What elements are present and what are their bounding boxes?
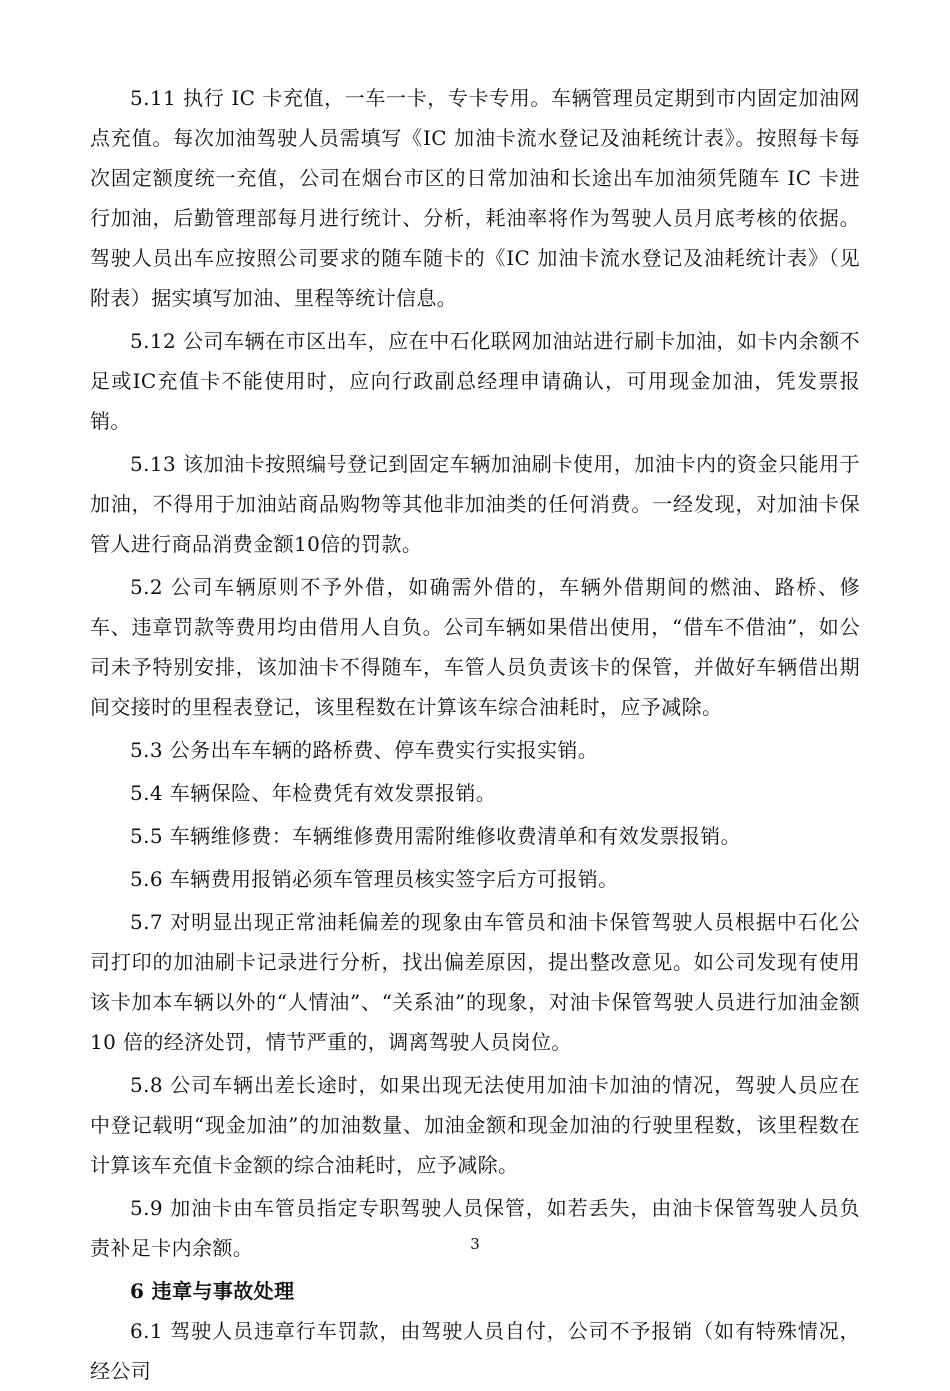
page-number: 3 (470, 1235, 480, 1253)
paragraph-5-3: 5.3 公务出车车辆的路桥费、停车费实行实报实销。 (130, 738, 599, 762)
page-body (90, 78, 860, 1391)
paragraph-5-9: 5.9 加油卡由车管员指定专职驾驶人员保管，如若丢失，由油卡保管驾驶人员负责补足卡内余额。 (90, 1196, 860, 1260)
paragraph-6-1: 6.1 驾驶人员违章行车罚款，由驾驶人员自付，公司不予报销（如有特殊情况，经公司 (90, 1319, 860, 1383)
paragraph-5-8: 5.8 公司车辆出差长途时，如果出现无法使用加油卡加油的情况，驾驶人员应在中登记载明“现金加油”的加油数量、加油金额和现金加油的行驶里程数，该里程数在计算该车充值卡金额的综合油耗时，应予减除。 (90, 1073, 860, 1177)
paragraph-5-13: 5.13 该加油卡按照编号登记到固定车辆加油刷卡使用，加油卡内的资金只能用于加油，不得用于加油站商品购物等其他非加油类的任何消费。一经发现，对加油卡保管人进行商品消费金额10倍的罚款。 (90, 452, 860, 556)
paragraph-5-6: 5.6 车辆费用报销必须车管理员核实签字后方可报销。 (130, 867, 619, 891)
paragraph-5-5: 5.5 车辆维修费：车辆维修费用需附维修收费清单和有效发票报销。 (130, 824, 741, 848)
paragraph-5-2: 5.2 公司车辆原则不予外借，如确需外借的，车辆外借期间的燃油、路桥、修车、违章罚款等费用均由借用人自负。公司车辆如果借出使用，“借车不借油”，如公司未予特别安排，该加油卡不得随车，车管人员负责该卡的保管，并做好车辆借出期间交接时的里程表登记，该里程数在计算该车综合油耗时，应予减除。 (90, 575, 860, 719)
paragraph-5-7: 5.7 对明显出现正常油耗偏差的现象由车管员和油卡保管驾驶人员根据中石化公司打印的加油刷卡记录进行分析，找出偏差原因，提出整改意见。如公司发现有使用该卡加本车辆以外的“人情油”、“关系油”的现象，对油卡保管驾驶人员进行加油金额 10 倍的经济处罚，情节严重的，调离驾驶人员岗位。 (90, 910, 860, 1054)
paragraph-5-4: 5.4 车辆保险、年检费凭有效发票报销。 (130, 781, 497, 805)
paragraph-5-12: 5.12 公司车辆在市区出车，应在中石化联网加油站进行刷卡加油，如卡内余额不足或IC充值卡不能使用时，应向行政副总经理申请确认，可用现金加油，凭发票报销。 (90, 329, 860, 433)
section-heading: 6 违章与事故处理 (130, 1279, 295, 1303)
paragraph-5-11: 5.11 执行 IC 卡充值，一车一卡，专卡专用。车辆管理员定期到市内固定加油网点充值。每次加油驾驶人员需填写《IC 加油卡流水登记及油耗统计表》。按照每卡每次固定额度统一充值，公司在烟台市区的日常加油和长途出车加油须凭随车 IC 卡进行加油，后勤管理部每月进行统计、分析，耗油率将作为驾驶人员月底考核的依据。驾驶人员出车应按照公司要求的随车随卡的《IC 加油卡流水登记及油耗统计表》（见附表）据实填写加油、里程等统计信息。 (90, 86, 860, 310)
